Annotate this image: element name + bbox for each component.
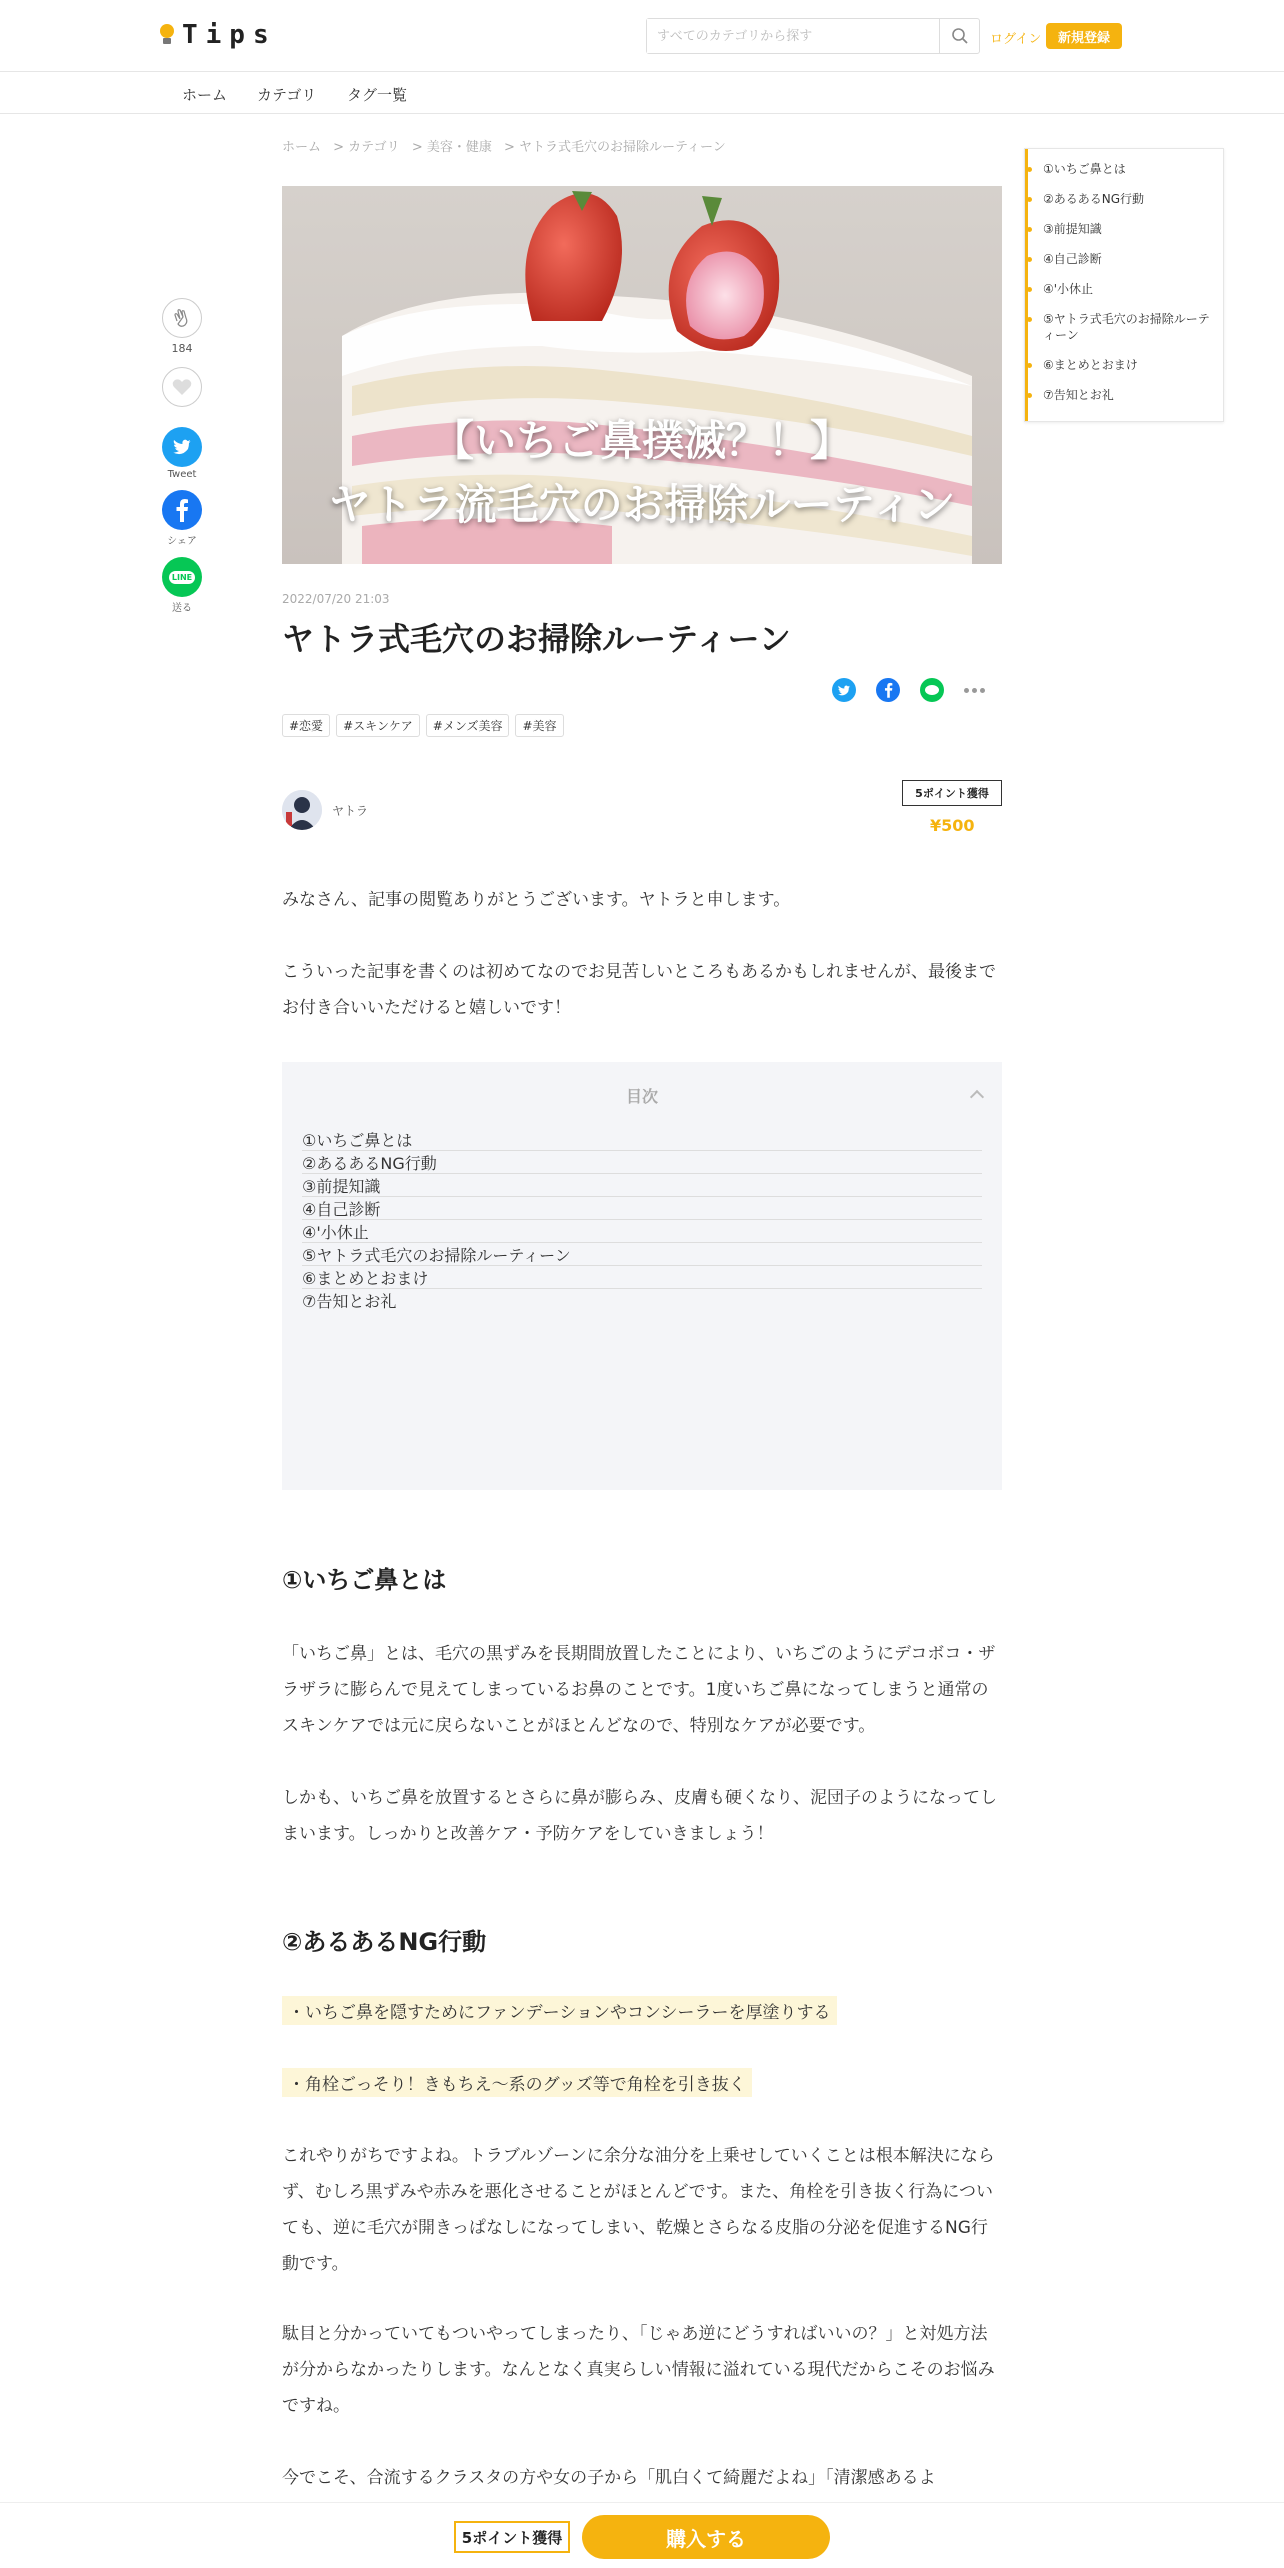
- toc-title: 目次: [625, 1086, 658, 1106]
- paragraph: これやりがちですよね。トラブルゾーンに余分な油分を上乗せしていくことは根本解決にならず、むしろ黒ずみや赤みを悪化させることがほとんどです。また、角栓を引き抜く行為についても、逆に毛穴が開きっぱなしになってしまい、乾燥とさらなる皮脂の分泌を促進するNG行動です。: [282, 2146, 995, 2274]
- breadcrumb-current: > ヤトラ式毛穴のお掃除ルーティーン: [503, 140, 726, 155]
- nav-category[interactable]: カテゴリ: [257, 86, 317, 104]
- line-button-small[interactable]: [920, 678, 944, 702]
- toc-sidebar-item[interactable]: ④'小休止: [1043, 281, 1215, 297]
- heart-icon: [172, 378, 192, 396]
- toc-item[interactable]: ④'小休止: [302, 1198, 982, 1243]
- toc-item[interactable]: ⑤ヤトラ式毛穴のお掃除ルーティーン: [302, 1221, 982, 1266]
- breadcrumb-beauty[interactable]: > 美容・健康: [411, 140, 492, 155]
- buy-button[interactable]: 購入する: [582, 2515, 830, 2559]
- toc-item[interactable]: ④自己診断: [302, 1175, 982, 1220]
- line-icon: [924, 684, 940, 696]
- tweet-button[interactable]: [162, 427, 202, 467]
- more-dot-icon: [964, 688, 969, 693]
- toc-sidebar: [1024, 148, 1224, 422]
- line-icon: LINE: [169, 571, 195, 584]
- tag[interactable]: #メンズ美容: [426, 714, 510, 737]
- line-share-button[interactable]: [162, 557, 202, 597]
- toc-sidebar-item[interactable]: ④自己診断: [1043, 251, 1215, 267]
- points-badge-bottom: 5ポイント獲得: [454, 2521, 570, 2553]
- search-icon: [951, 27, 969, 45]
- login-link[interactable]: ログイン: [990, 32, 1042, 47]
- share-label: シェア: [167, 536, 197, 547]
- paragraph: みなさん、記事の閲覧ありがとうございます。ヤトラと申します。: [282, 890, 791, 910]
- search-box: [646, 18, 980, 54]
- clap-button[interactable]: [162, 298, 202, 338]
- paragraph: こういった記事を書くのは初めてなのでお見苦しいところもあるかもしれませんが、最後までお付き合いいただけると嬉しいです！: [282, 962, 996, 1018]
- chevron-up-icon: [970, 1090, 984, 1104]
- paragraph: 「いちご鼻」とは、毛穴の黒ずみを長期間放置したことにより、いちごのようにデコボコ・ザラザラに膨らんで見えてしまっているお鼻のことです。1度いちご鼻になってしまうと通常のスキンケアでは元に戻らないことがほとんどなので、特別なケアが必要です。: [282, 1644, 996, 1736]
- more-dot-icon: [980, 688, 985, 693]
- tag[interactable]: #スキンケア: [336, 714, 420, 737]
- twitter-icon: [837, 685, 851, 696]
- highlight-text: ・いちご鼻を隠すためにファンデーションやコンシーラーを厚塗りする: [282, 1996, 837, 2025]
- toc-sidebar-item[interactable]: ③前提知識: [1043, 221, 1215, 237]
- paragraph: しかも、いちご鼻を放置するとさらに鼻が膨らみ、皮膚も硬くなり、泥団子のようになってしまいます。しっかりと改善ケア・予防ケアをしていきましょう！: [282, 1788, 998, 1844]
- section-heading: ①いちご鼻とは: [282, 1566, 447, 1594]
- toc-item[interactable]: ③前提知識: [302, 1152, 982, 1197]
- hero-title-line2: ヤトラ流毛穴のお掃除ルーティン: [328, 480, 956, 529]
- tag[interactable]: #恋愛: [282, 714, 330, 737]
- signup-button[interactable]: 新規登録: [1046, 23, 1122, 49]
- author-block[interactable]: [282, 790, 368, 830]
- tag-list: [282, 714, 564, 737]
- table-of-contents: [282, 1062, 1002, 1490]
- share-column: [160, 298, 204, 614]
- twitter-icon: [172, 439, 192, 455]
- more-options-button[interactable]: [964, 688, 985, 693]
- nav-home[interactable]: ホーム: [182, 86, 228, 104]
- article-share-row: [832, 678, 985, 702]
- price: ¥500: [930, 816, 975, 835]
- breadcrumb-home[interactable]: ホーム: [282, 140, 322, 155]
- toc-sidebar-item[interactable]: ⑤ヤトラ式毛穴のお掃除ルーティーン: [1043, 311, 1215, 343]
- post-date: 2022/07/20 21:03: [282, 592, 390, 606]
- tag[interactable]: #美容: [515, 714, 563, 737]
- avatar: [282, 790, 322, 830]
- send-label: 送る: [172, 603, 192, 614]
- clap-count: 184: [171, 342, 193, 355]
- nav-tags[interactable]: タグ一覧: [347, 86, 408, 104]
- breadcrumb: [282, 136, 734, 155]
- highlight-text: ・角栓ごっそり！きもちえ～系のグッズ等で角栓を引き抜く: [282, 2068, 752, 2097]
- clap-icon: [171, 307, 193, 329]
- section-heading: ②あるあるNG行動: [282, 1928, 487, 1956]
- search-input[interactable]: [647, 19, 939, 53]
- facebook-icon: [175, 498, 189, 522]
- facebook-button-small[interactable]: [876, 678, 900, 702]
- hero-image: [282, 186, 1002, 564]
- toc-sidebar-item[interactable]: ⑥まとめとおまけ: [1043, 357, 1215, 373]
- toc-sidebar-item[interactable]: ②あるあるNG行動: [1043, 191, 1215, 207]
- purchase-bar: [0, 2502, 1284, 2568]
- breadcrumb-category[interactable]: > カテゴリ: [333, 140, 400, 155]
- toc-item[interactable]: ①いちご鼻とは: [302, 1106, 982, 1151]
- toc-item[interactable]: ⑥まとめとおまけ: [302, 1244, 982, 1289]
- site-logo[interactable]: [160, 20, 277, 50]
- hero-title-line1: 【いちご鼻撲滅？！】: [431, 416, 852, 465]
- search-button[interactable]: [939, 19, 979, 53]
- toc-item[interactable]: ⑦告知とお礼: [302, 1292, 397, 1311]
- toc-sidebar-bar: [1025, 149, 1028, 421]
- toc-header[interactable]: [302, 1062, 982, 1128]
- tweet-label: Tweet: [167, 469, 197, 480]
- article-title: ヤトラ式毛穴のお掃除ルーティーン: [282, 620, 791, 658]
- points-badge: 5ポイント獲得: [902, 780, 1002, 806]
- logo-text: Tips: [182, 20, 277, 50]
- facebook-share-button[interactable]: [162, 490, 202, 530]
- tweet-button-small[interactable]: [832, 678, 856, 702]
- paragraph: 駄目と分かっていてもついやってしまったり、「じゃあ逆にどうすればいいの？」と対処方法が分からなかったりします。なんとなく真実らしい情報に溢れている現代だからこそのお悩みですね。: [282, 2324, 995, 2416]
- toc-sidebar-item[interactable]: ①いちご鼻とは: [1043, 161, 1215, 177]
- sub-navigation: [0, 72, 1284, 114]
- site-header: [0, 0, 1284, 72]
- like-button[interactable]: [162, 367, 202, 407]
- more-dot-icon: [972, 688, 977, 693]
- toc-item[interactable]: ②あるあるNG行動: [302, 1129, 982, 1174]
- facebook-icon: [884, 682, 893, 698]
- lightbulb-icon: [160, 24, 174, 46]
- toc-sidebar-item[interactable]: ⑦告知とお礼: [1043, 387, 1215, 403]
- paragraph: 今でこそ、合流するクラスタの方や女の子から「肌白くて綺麗だよね」「清潔感あるよ: [282, 2468, 936, 2488]
- author-name: ヤトラ: [332, 803, 369, 818]
